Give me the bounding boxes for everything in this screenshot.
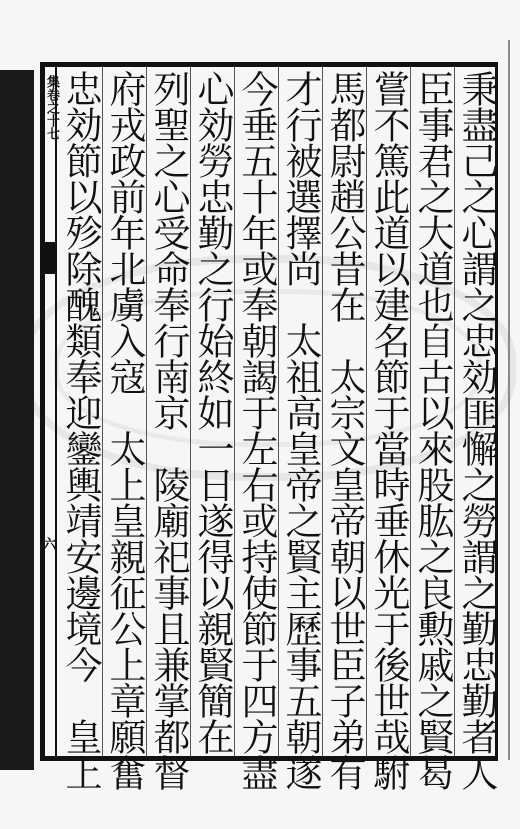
fish-tail-mark (45, 242, 57, 274)
text-column-3: 嘗不篤此道以建名節于當時垂休光于後世哉駙 (367, 70, 410, 790)
fold-margin (40, 67, 59, 756)
fold-margin-title: 集卷之十七 (44, 75, 59, 140)
page-trim-line (508, 40, 510, 760)
leaf-number: 六 (40, 537, 55, 550)
text-column-8: 列聖之心受命奉行南京 陵廟祀事且兼掌都督 (147, 70, 190, 790)
text-column-2: 臣事君之大道也自古以來股肱之良勲戚之賢曷 (411, 70, 454, 790)
text-column-1: 秉盡己之心謂之忠効匪懈之勞謂之勤忠勤者人 (455, 70, 498, 790)
binding-gutter (0, 70, 34, 770)
text-column-7: 心効勞忠勤之行始終如一日遂得以親賢簡在 (191, 70, 234, 754)
text-column-10: 忠効節以殄除醜類奉迎鑾輿靖安邊境今 皇上 (59, 70, 102, 790)
text-column-4: 馬都尉趙公昔在 太宗文皇帝朝以世臣子弟有 (323, 70, 366, 790)
text-column-9: 府戎政前年北虜入寇 太上皇親征公上章願奮 (103, 70, 146, 790)
text-column-5: 才行被選擇尚 太祖高皇帝之賢主歷事五朝遂 (279, 70, 322, 790)
text-column-6: 今垂五十年或奉朝謁于左右或持使節于四方盡 (235, 70, 278, 790)
